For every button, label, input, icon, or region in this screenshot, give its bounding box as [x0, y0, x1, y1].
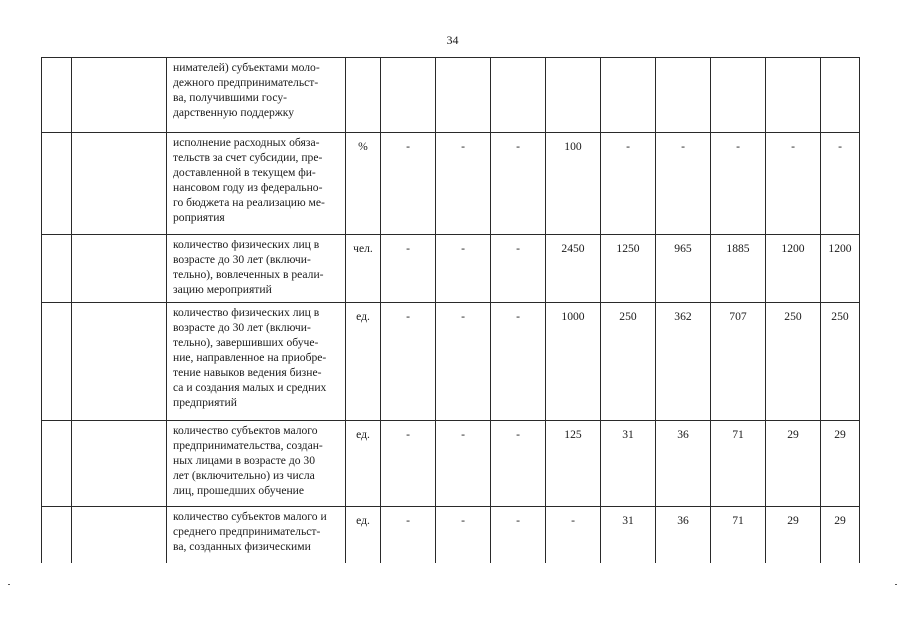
- program-cell: [72, 507, 167, 563]
- value-cell: [821, 58, 860, 133]
- unit-cell: ед.: [346, 507, 381, 563]
- indicators-table: [41, 57, 860, 563]
- program-cell: [72, 421, 167, 507]
- program-cell: [72, 58, 167, 133]
- unit-cell: ед.: [346, 303, 381, 421]
- value-cell: [491, 58, 546, 133]
- value-cell: -: [656, 133, 711, 235]
- table-row: [42, 133, 860, 235]
- unit-cell: чел.: [346, 235, 381, 303]
- value-cell: -: [546, 507, 601, 563]
- value-cell: -: [381, 133, 436, 235]
- value-cell: 31: [601, 421, 656, 507]
- program-cell: [72, 235, 167, 303]
- value-cell: 100: [546, 133, 601, 235]
- value-cell: -: [436, 235, 491, 303]
- scan-mark-right: [895, 584, 897, 585]
- value-cell: -: [436, 507, 491, 563]
- value-cell: -: [381, 507, 436, 563]
- value-cell: -: [436, 133, 491, 235]
- value-cell: 2450: [546, 235, 601, 303]
- value-cell: [546, 58, 601, 133]
- value-cell: 1250: [601, 235, 656, 303]
- value-cell: [601, 58, 656, 133]
- value-cell: 29: [821, 507, 860, 563]
- value-cell: 1885: [711, 235, 766, 303]
- value-cell: 362: [656, 303, 711, 421]
- indicator-cell: нимателей) субъектами моло- дежного предпринимательст- ва, получившими госу- дарственную поддержку: [167, 58, 346, 133]
- number-cell: [42, 303, 72, 421]
- indicator-cell: количество физических лиц в возрасте до 30 лет (включи- тельно), завершивших обуче- ние, направленное на приобре- тение навыков ведения бизне- са и создания малых и средних предприятий: [167, 303, 346, 421]
- value-cell: 36: [656, 507, 711, 563]
- table-row: [42, 421, 860, 507]
- number-cell: [42, 507, 72, 563]
- value-cell: 125: [546, 421, 601, 507]
- value-cell: -: [766, 133, 821, 235]
- program-cell: [72, 133, 167, 235]
- indicator-cell: количество физических лиц в возрасте до 30 лет (включи- тельно), вовлеченных в реали- зацию мероприятий: [167, 235, 346, 303]
- number-cell: [42, 58, 72, 133]
- table-row: [42, 58, 860, 133]
- table-row: [42, 235, 860, 303]
- value-cell: -: [436, 303, 491, 421]
- program-cell: [72, 303, 167, 421]
- scan-mark-left: [8, 584, 10, 585]
- value-cell: 250: [766, 303, 821, 421]
- value-cell: 707: [711, 303, 766, 421]
- value-cell: [656, 58, 711, 133]
- value-cell: 71: [711, 421, 766, 507]
- number-cell: [42, 235, 72, 303]
- table-row: [42, 507, 860, 563]
- value-cell: -: [711, 133, 766, 235]
- indicator-cell: количество субъектов малого и среднего предпринимательст- ва, созданных физическими: [167, 507, 346, 563]
- value-cell: 250: [601, 303, 656, 421]
- value-cell: 36: [656, 421, 711, 507]
- value-cell: 1200: [766, 235, 821, 303]
- value-cell: [381, 58, 436, 133]
- value-cell: -: [491, 235, 546, 303]
- unit-cell: [346, 58, 381, 133]
- table-row: [42, 303, 860, 421]
- unit-cell: ед.: [346, 421, 381, 507]
- value-cell: 71: [711, 507, 766, 563]
- value-cell: 1200: [821, 235, 860, 303]
- unit-cell: %: [346, 133, 381, 235]
- value-cell: -: [381, 421, 436, 507]
- value-cell: 29: [766, 507, 821, 563]
- value-cell: -: [436, 421, 491, 507]
- value-cell: -: [491, 421, 546, 507]
- value-cell: -: [491, 303, 546, 421]
- value-cell: -: [381, 235, 436, 303]
- value-cell: -: [381, 303, 436, 421]
- value-cell: 250: [821, 303, 860, 421]
- value-cell: [711, 58, 766, 133]
- value-cell: 31: [601, 507, 656, 563]
- value-cell: [766, 58, 821, 133]
- value-cell: -: [491, 133, 546, 235]
- value-cell: -: [601, 133, 656, 235]
- value-cell: 29: [821, 421, 860, 507]
- value-cell: -: [821, 133, 860, 235]
- page-number: 34: [446, 33, 459, 47]
- number-cell: [42, 421, 72, 507]
- indicator-cell: количество субъектов малого предпринимательства, создан- ных лицами в возрасте до 30 лет (включительно) из числа лиц, прошедших обучение: [167, 421, 346, 507]
- value-cell: 1000: [546, 303, 601, 421]
- value-cell: -: [491, 507, 546, 563]
- value-cell: 965: [656, 235, 711, 303]
- indicator-cell: исполнение расходных обяза- тельств за счет субсидии, пре- доставленной в текущем фи- нансовом году из федерально- го бюджета на реализацию ме- роприятия: [167, 133, 346, 235]
- number-cell: [42, 133, 72, 235]
- value-cell: 29: [766, 421, 821, 507]
- value-cell: [436, 58, 491, 133]
